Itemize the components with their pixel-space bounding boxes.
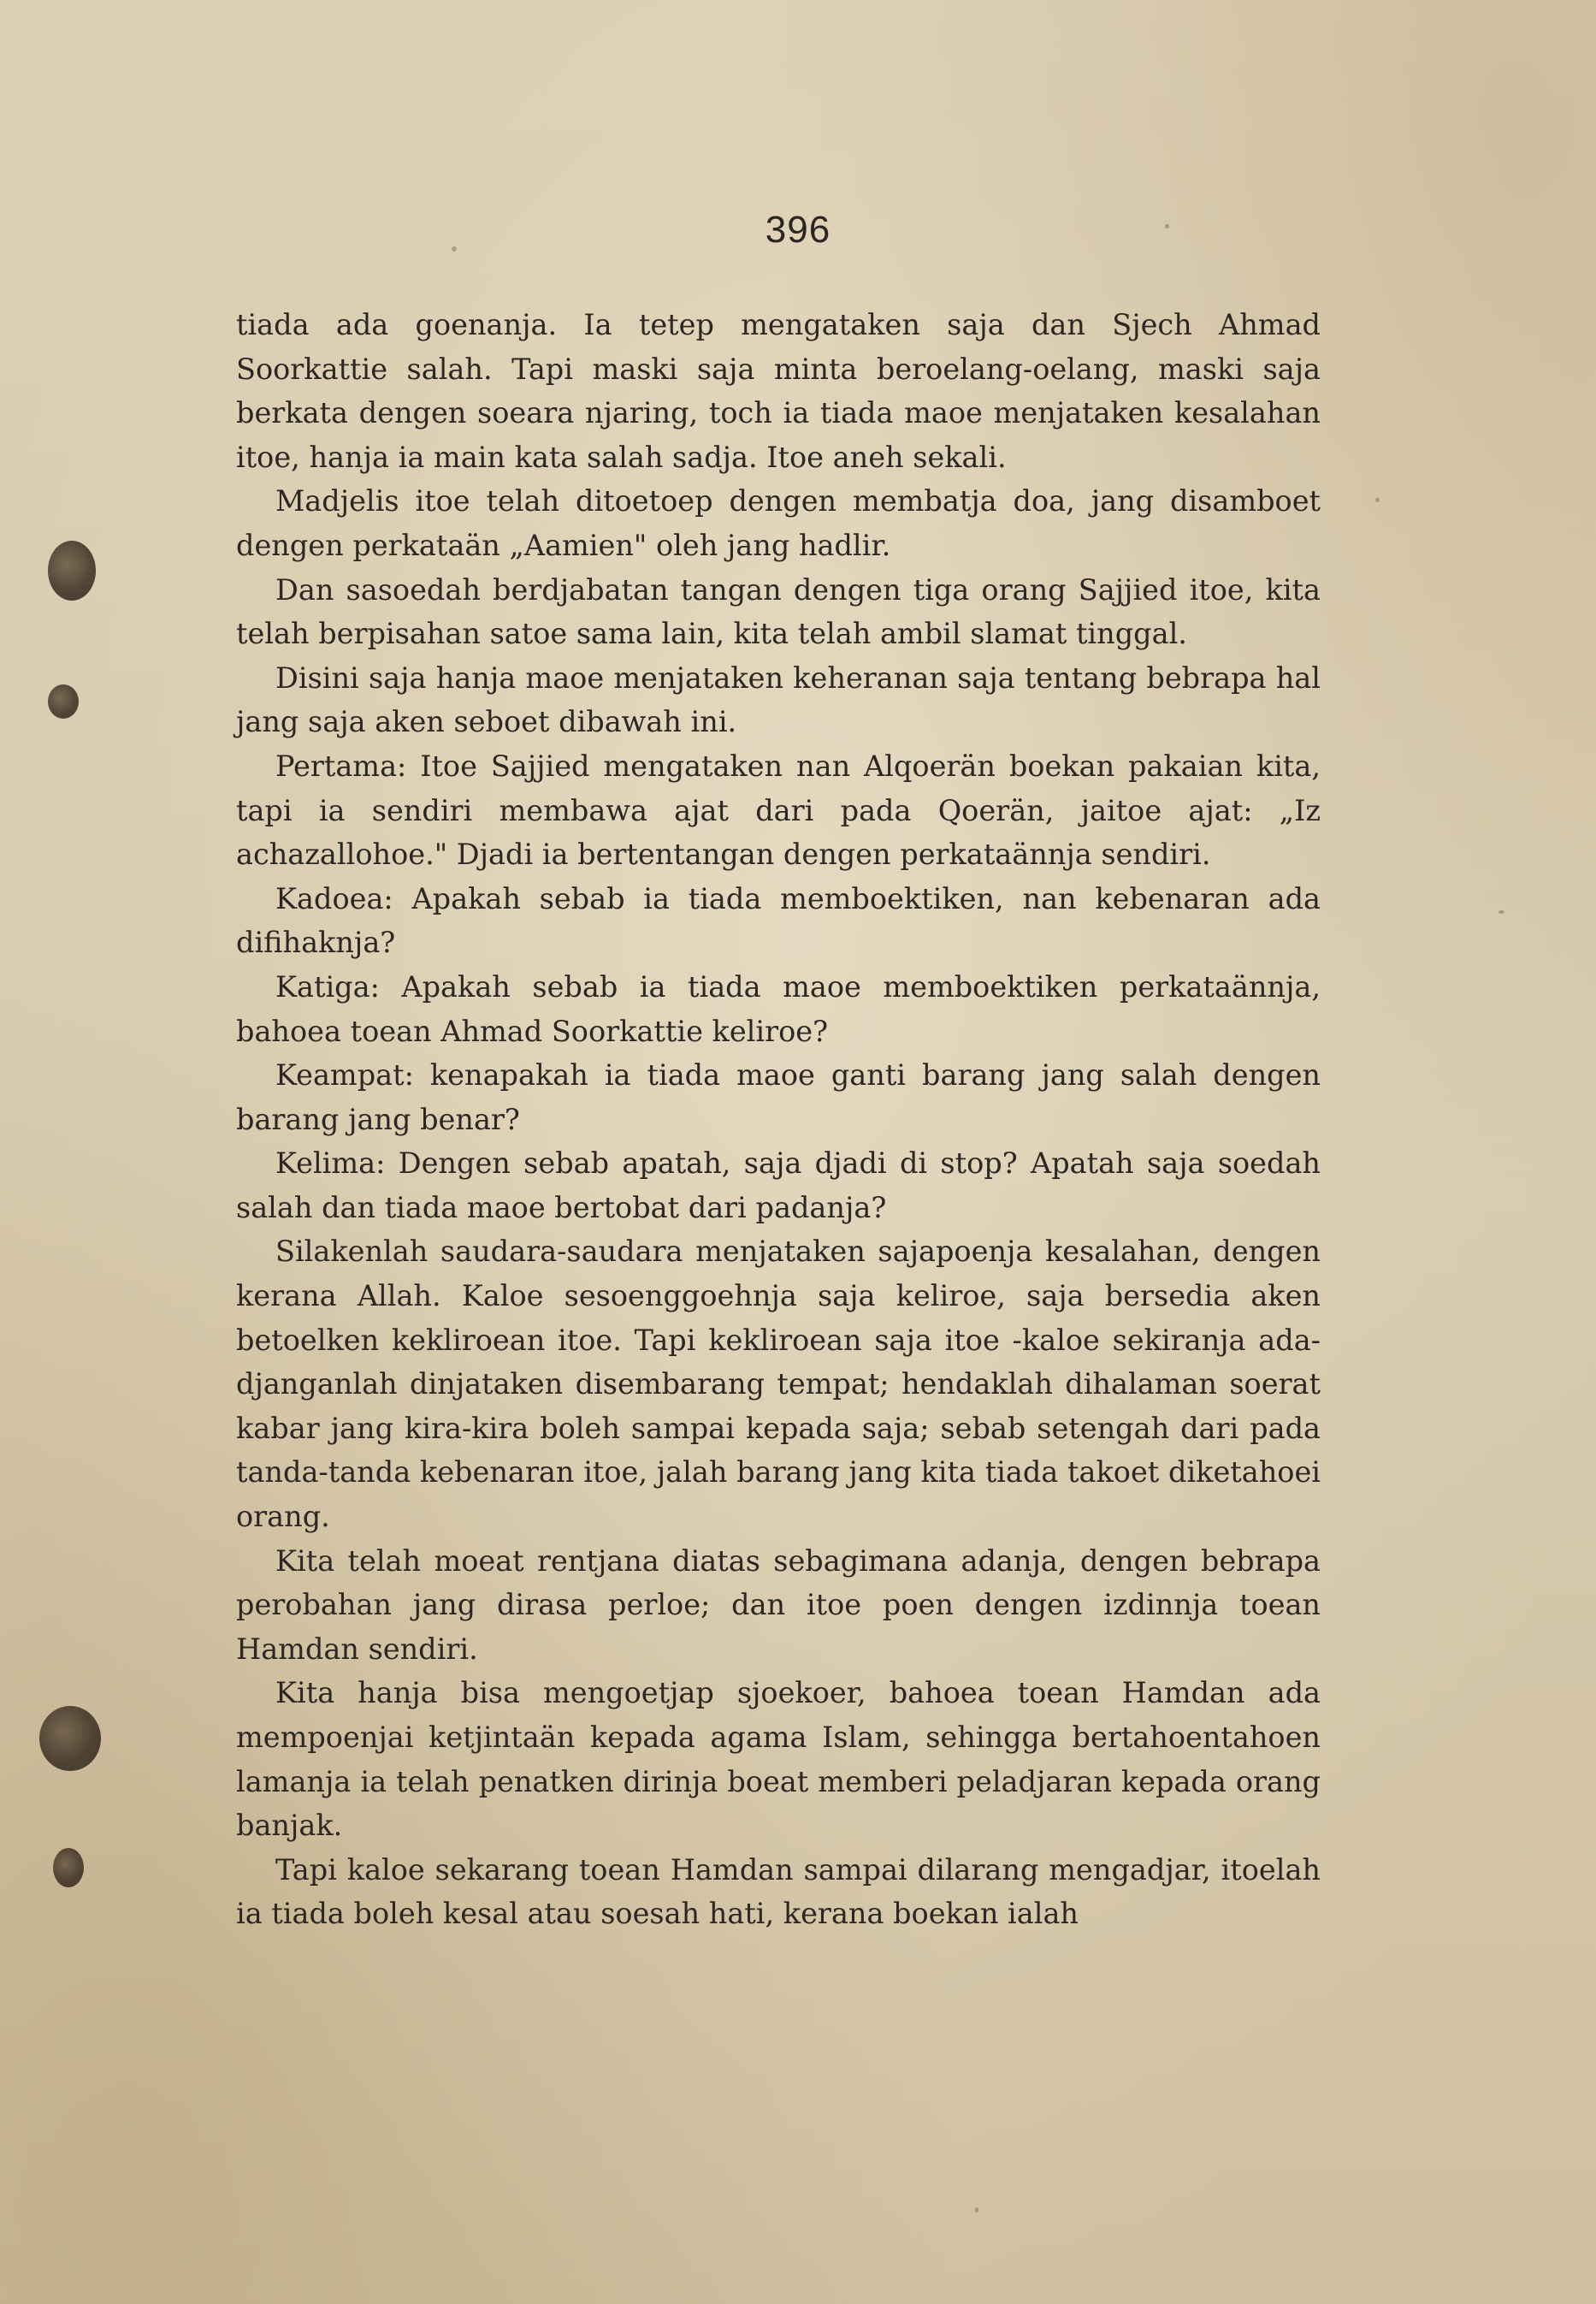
paragraph: Madjelis itoe telah ditoetoep dengen membatja doa, jang disamboet dengen perkataän „Aamien" oleh jang hadlir. (236, 484, 1321, 562)
paragraph: Kelima: Dengen sebab apatah, saja djadi di stop? Apatah saja soedah salah dan tiada maoe bertobat dari padanja? (236, 1146, 1321, 1224)
binding-hole (53, 1848, 84, 1887)
paragraph: Kita telah moeat rentjana diatas sebagimana adanja, dengen bebrapa perobahan jang dirasa perloe; dan itoe poen dengen izdinnja toean Hamdan sendiri. (236, 1543, 1321, 1666)
paragraph: tiada ada goenanja. Ia tetep mengataken saja dan Sjech Ahmad Soorkattie salah. Tapi maski saja minta beroelang-oelang, maski saja berkata dengen soeara njaring, toch ia tiada maoe menjataken kesalahan itoe, hanja ia main kata salah sadja. Itoe aneh sekali. (236, 308, 1321, 474)
paragraph: Pertama: Itoe Sajjied mengataken nan Alqoerän boekan pakaian kita, tapi ia sendiri membawa ajat dari pada Qoerän, jaitoe ajat: „Iz achazallohoe." Djadi ia bertentangan dengen perkataännja sendiri. (236, 749, 1321, 872)
body-text (236, 303, 1321, 1936)
paragraph: Kadoea: Apakah sebab ia tiada memboektiken, nan kebenaran ada difihaknja? (236, 881, 1321, 960)
paper-speck (1498, 910, 1504, 914)
paragraph: Kita hanja bisa mengoetjap sjoekoer, bahoea toean Hamdan ada mempoenjai ketjintaän kepada agama Islam, sehingga bertahoentahoen lamanja ia telah penatken dirinja boeat memberi peladjaran kepada orang banjak. (236, 1676, 1321, 1843)
paper-speck (975, 2207, 978, 2212)
paragraph: Dan sasoedah berdjabatan tangan dengen tiga orang Sajjied itoe, kita telah berpisahan satoe sama lain, kita telah ambil slamat tinggal. (236, 572, 1321, 651)
paper-speck (1375, 498, 1380, 502)
binding-hole (39, 1706, 101, 1771)
paragraph: Tapi kaloe sekarang toean Hamdan sampai dilarang mengadjar, itoelah ia tiada boleh kesal atau soesah hati, kerana boekan ialah (236, 1852, 1321, 1931)
page-number: 396 (765, 209, 831, 251)
paragraph: Disini saja hanja maoe menjataken keheranan saja tentang bebrapa hal jang saja aken seboet dibawah ini. (236, 660, 1321, 739)
paragraph: Keampat: kenapakah ia tiada maoe ganti barang jang salah dengen barang jang benar? (236, 1058, 1321, 1136)
paragraph: Silakenlah saudara-saudara menjataken sajapoenja kesalahan, dengen kerana Allah. Kaloe sesoenggoehnja saja keliroe, saja bersedia aken betoelken kekliroean itoe. Tapi kekliroean saja itoe -kaloe sekiranja ada- djanganlah dinjataken disembarang tempat; hendaklah dihalaman soerat kabar jang kira-kira boleh sampai kepada saja; sebab setengah dari pada tanda-tanda kebenaran itoe, jalah barang jang kita tiada takoet diketahoei orang. (236, 1235, 1321, 1534)
paragraph: Katiga: Apakah sebab ia tiada maoe memboektiken perkataännja, bahoea toean Ahmad Soorkattie keliroe? (236, 969, 1321, 1048)
binding-hole (48, 684, 79, 719)
binding-hole (48, 541, 96, 601)
